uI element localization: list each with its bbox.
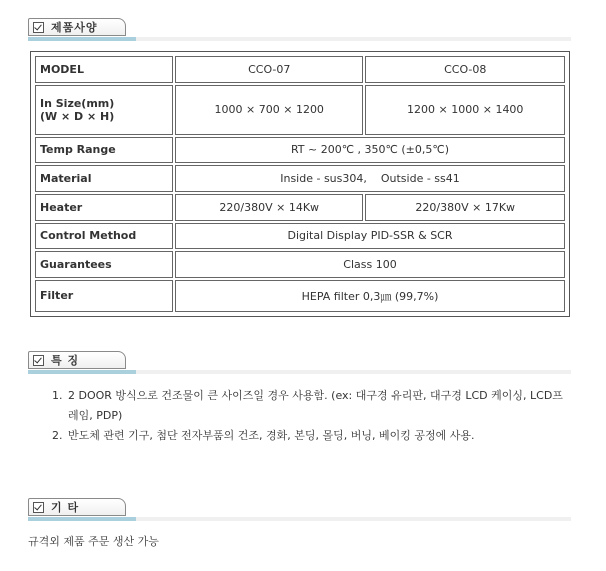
spec-section-header xyxy=(28,18,571,48)
material-value: Inside - sus304, Outside - ss41 xyxy=(175,165,565,192)
model-label: MODEL xyxy=(35,56,173,83)
checkbox-icon xyxy=(33,502,44,513)
filter-value: HEPA filter 0,3㎛ (99,7%) xyxy=(175,280,565,312)
spec-section-title: 제품사양 xyxy=(51,21,98,34)
table-row-filter xyxy=(35,280,565,312)
size-col2: 1200 × 1000 × 1400 xyxy=(365,85,565,135)
control-label: Control Method xyxy=(35,223,173,250)
section-underline-accent xyxy=(28,517,136,521)
features-section-header xyxy=(28,351,571,381)
list-item-number: 1. xyxy=(52,389,63,402)
features-section-title: 특 징 xyxy=(51,354,80,367)
list-item-text: 2 DOOR 방식으로 건조물이 큰 사이즈일 경우 사용함. (ex: 대구경 유리판, 대구경 LCD 케이싱, LCD프레임, PDP) xyxy=(68,389,563,422)
features-section-tab xyxy=(28,351,126,369)
material-label: Material xyxy=(35,165,173,192)
table-row-model xyxy=(35,56,565,83)
control-value: Digital Display PID-SSR & SCR xyxy=(175,223,565,250)
other-section-tab xyxy=(28,498,126,516)
size-label-line2: (W × D × H) xyxy=(40,109,115,123)
filter-label: Filter xyxy=(35,280,173,312)
section-underline xyxy=(136,517,571,521)
table-row-size xyxy=(35,85,565,135)
other-section-header xyxy=(28,498,571,528)
list-item-text: 반도체 관련 기구, 첨단 전자부품의 건조, 경화, 본딩, 몰딩, 버닝, 베이킹 공정에 사용. xyxy=(68,429,475,442)
heater-label: Heater xyxy=(35,194,173,221)
table-row-heater xyxy=(35,194,565,221)
other-section-title: 기 타 xyxy=(51,501,80,514)
checkbox-icon xyxy=(33,355,44,366)
size-label-line1: In Size(mm) xyxy=(40,96,115,110)
heater-col2: 220/380V × 17Kw xyxy=(365,194,565,221)
list-item xyxy=(52,426,572,446)
section-underline-accent xyxy=(28,370,136,374)
model-col2: CCO-08 xyxy=(365,56,565,83)
spec-table xyxy=(30,51,570,317)
checkbox-icon xyxy=(33,22,44,33)
table-row-control xyxy=(35,223,565,250)
guarantees-value: Class 100 xyxy=(175,251,565,278)
size-col1: 1000 × 700 × 1200 xyxy=(175,85,363,135)
temp-label: Temp Range xyxy=(35,137,173,164)
spec-section-tab xyxy=(28,18,126,36)
size-label xyxy=(35,85,173,135)
custom-order-note: 규격외 제품 주문 생산 가능 xyxy=(28,535,159,548)
table-row-temp xyxy=(35,137,565,164)
heater-col1: 220/380V × 14Kw xyxy=(175,194,363,221)
temp-value: RT ~ 200℃ , 350℃ (±0,5℃) xyxy=(175,137,565,164)
section-underline xyxy=(136,37,571,41)
model-col1: CCO-07 xyxy=(175,56,363,83)
section-underline xyxy=(136,370,571,374)
guarantees-label: Guarantees xyxy=(35,251,173,278)
table-row-guarantees xyxy=(35,251,565,278)
list-item-number: 2. xyxy=(52,429,63,442)
section-underline-accent xyxy=(28,37,136,41)
table-row-material xyxy=(35,165,565,192)
features-list xyxy=(52,386,572,446)
list-item xyxy=(52,386,572,426)
